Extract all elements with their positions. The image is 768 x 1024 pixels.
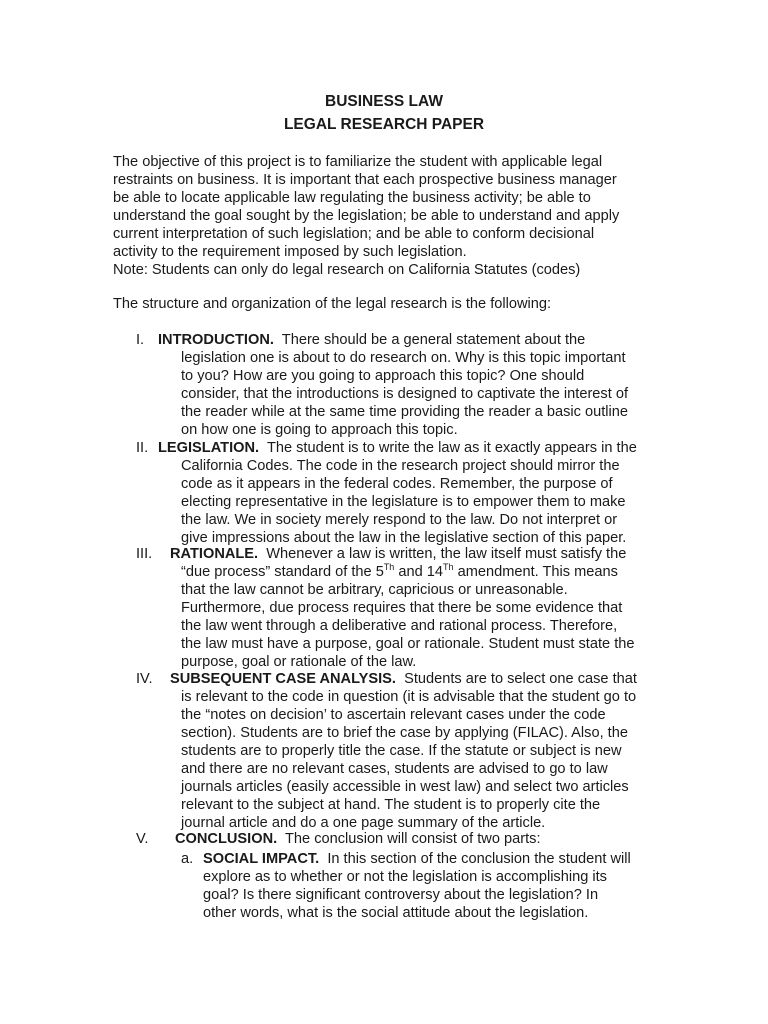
section-heading: LEGISLATION.: [158, 440, 260, 456]
section-text: Whenever a law is written, the law itself must satisfy the: [266, 546, 627, 562]
subsection-line: goal? Is there significant controversy about the legislation? In: [203, 887, 599, 903]
due-process-text: and 14: [394, 564, 444, 580]
subsection-first-line: [203, 850, 631, 868]
section-text: The student is to write the law as it exactly appears in the: [266, 440, 637, 456]
subsection-letter: a.: [181, 851, 194, 867]
section-heading: CONCLUSION.: [175, 831, 278, 847]
section-numeral: IV.: [136, 671, 153, 687]
section-first-line: [175, 830, 541, 848]
section-line: the law must have a purpose, goal or rationale. Student must state the: [181, 636, 635, 652]
section-line: legislation one is about to do research on. Why is this topic important: [181, 350, 626, 366]
section-line: to you? How are you going to approach this topic? One should: [181, 368, 585, 384]
section-first-line: [158, 439, 637, 457]
section-line: Furthermore, due process requires that there be some evidence that: [181, 600, 623, 616]
section-line: the law went through a deliberative and rational process. Therefore,: [181, 618, 618, 634]
due-process-text: “due process” standard of the 5: [181, 564, 384, 580]
due-process-line: [181, 563, 618, 581]
section-line: that the law cannot be arbitrary, capricious or unreasonable.: [181, 582, 568, 598]
section-line: section). Students are to brief the case by applying (FILAC). Also, the: [181, 725, 628, 741]
section-line: on how one is going to approach this topic.: [181, 422, 458, 438]
section-heading: RATIONALE.: [170, 546, 259, 562]
section-numeral: V.: [136, 831, 149, 847]
document-title: BUSINESS LAW: [325, 93, 443, 110]
section-line: relevant to the subject at hand. The student is to properly cite the: [181, 797, 601, 813]
intro-line: The objective of this project is to familiarize the student with applicable legal: [113, 154, 603, 170]
section-line: the reader while at the same time providing the reader a basic outline: [181, 404, 628, 420]
section-numeral: I.: [136, 332, 145, 348]
section-heading: SUBSEQUENT CASE ANALYSIS.: [170, 671, 396, 687]
note-line: Note: Students can only do legal research on California Statutes (codes): [113, 262, 581, 278]
section-line: students are to properly title the case. If the statute or subject is new: [181, 743, 622, 759]
structure-line: The structure and organization of the legal research is the following:: [113, 296, 552, 312]
section-line: and there are no relevant cases, students are advised to go to law: [181, 761, 608, 777]
section-line: consider, that the introductions is designed to captivate the interest of: [181, 386, 629, 402]
section-numeral: II.: [136, 440, 149, 456]
section-line: electing representative in the legislature is to empower them to make: [181, 494, 626, 510]
section-first-line: [170, 545, 626, 563]
section-line: California Codes. The code in the research project should mirror the: [181, 458, 620, 474]
section-line: journals articles (easily accessible in west law) and select two articles: [181, 779, 629, 795]
section-line: the law. We in society merely respond to the law. Do not interpret or: [181, 512, 618, 528]
subsection-text: In this section of the conclusion the student will: [327, 851, 631, 867]
superscript: Th: [383, 562, 395, 572]
section-line: journal article and do a one page summary of the article.: [181, 815, 546, 831]
section-text: The conclusion will consist of two parts:: [285, 831, 541, 847]
section-line: purpose, goal or rationale of the law.: [181, 654, 417, 670]
due-process-text: amendment. This means: [453, 564, 618, 580]
subsection-line: other words, what is the social attitude about the legislation.: [203, 905, 589, 921]
section-text: There should be a general statement about the: [281, 332, 586, 348]
section-text: Students are to select one case that: [404, 671, 637, 687]
intro-line: understand the goal sought by the legislation; be able to understand and apply: [113, 208, 620, 224]
intro-line: activity to the requirement imposed by such legislation.: [113, 244, 467, 260]
section-numeral: III.: [136, 546, 153, 562]
intro-line: be able to locate applicable law regulating the business activity; be able to: [113, 190, 591, 206]
section-heading: INTRODUCTION.: [158, 332, 274, 348]
section-line: is relevant to the code in question (it is advisable that the student go to: [181, 689, 637, 705]
section-line: the “notes on decision’ to ascertain relevant cases under the code: [181, 707, 606, 723]
section-first-line: [170, 670, 637, 688]
intro-line: current interpretation of such legislation; and be able to conform decisional: [113, 226, 595, 242]
subsection-line: explore as to whether or not the legislation is accomplishing its: [203, 869, 607, 885]
section-first-line: [158, 331, 585, 349]
intro-line: restraints on business. It is important that each prospective business manager: [113, 172, 617, 188]
subsection-heading: SOCIAL IMPACT.: [203, 851, 320, 867]
superscript: Th: [443, 562, 454, 572]
document-subtitle: LEGAL RESEARCH PAPER: [283, 116, 485, 133]
section-line: code as it appears in the federal codes. Remember, the purpose of: [181, 476, 613, 492]
section-line: give impressions about the law in the legislative section of this paper.: [181, 530, 627, 546]
